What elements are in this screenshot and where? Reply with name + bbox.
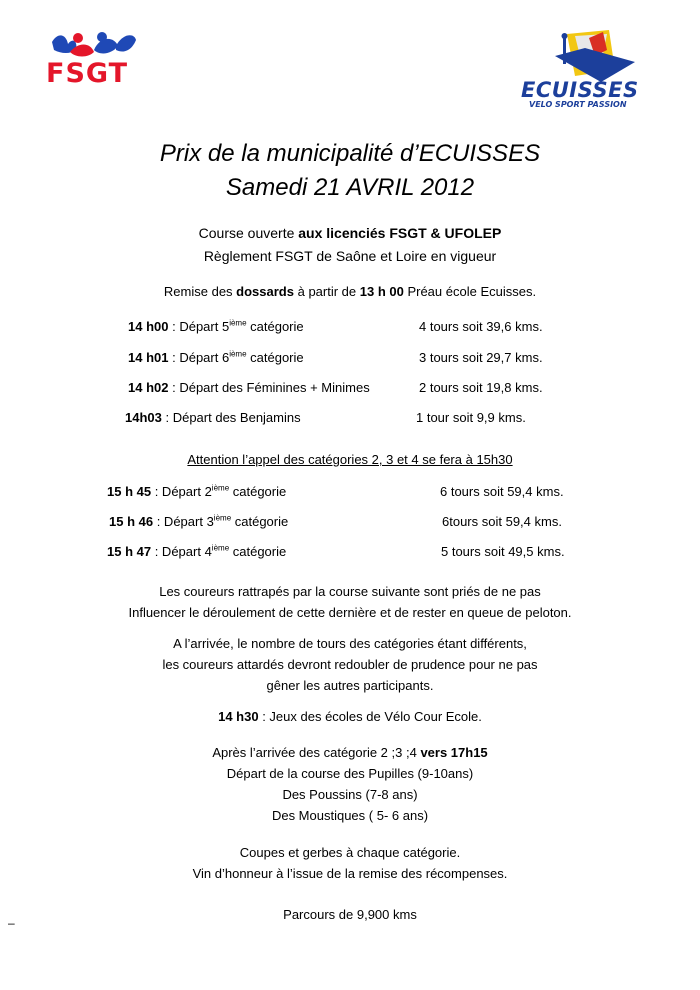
- fsgt-logo: [44, 28, 140, 92]
- pupilles-line2: Départ de la course des Pupilles (9-10ans): [226, 766, 474, 781]
- coupes-line: Coupes et gerbes à chaque catégorie.: [239, 845, 461, 860]
- fsgt-wordmark: FSGT: [46, 58, 128, 89]
- arrival-line: gêner les autres participants.: [266, 678, 434, 693]
- intro-line2: Règlement FSGT de Saône et Loire en vigueur: [203, 248, 497, 264]
- schedule-time-row: 15 h 45 : Départ 2ième catégorie: [107, 483, 287, 499]
- margin-mark: –: [8, 916, 15, 930]
- parcours-line: Parcours de 9,900 kms: [283, 907, 417, 922]
- arrival-line: A l’arrivée, le nombre de tours des catégories étant différents,: [173, 636, 527, 651]
- schedule-laps: 2 tours soit 19,8 kms.: [419, 380, 543, 395]
- schedule-laps: 1 tour soit 9,9 kms.: [416, 410, 526, 425]
- schedule-time-row: 14 h02 : Départ des Féminines + Minimes: [128, 380, 370, 395]
- schedule-laps: 6tours soit 59,4 kms.: [442, 514, 562, 529]
- coupes-line: Vin d’honneur à l’issue de la remise des récompenses.: [192, 866, 508, 881]
- ecuisses-tagline: VELO SPORT PASSION: [529, 100, 627, 109]
- pupilles-line1: Après l’arrivée des catégorie 2 ;3 ;4 vers 17h15: [212, 745, 488, 760]
- attention-notice: Attention l’appel des catégories 2, 3 et 4 se fera à 15h30: [187, 452, 513, 467]
- ecuisses-logo: [515, 26, 655, 110]
- schedule-laps: 3 tours soit 29,7 kms.: [419, 350, 543, 365]
- intro-line1: Course ouverte aux licenciés FSGT & UFOLEP: [198, 225, 502, 241]
- schedule-laps: 6 tours soit 59,4 kms.: [440, 484, 564, 499]
- dossards-line: Remise des dossards à partir de 13 h 00 Préau école Ecuisses.: [163, 284, 537, 299]
- schedule-time-row: 15 h 46 : Départ 3ième catégorie: [109, 513, 289, 529]
- arrival-line: les coureurs attardés devront redoubler de prudence pour ne pas: [162, 657, 538, 672]
- schedule-laps: 4 tours soit 39,6 kms.: [419, 319, 543, 334]
- schedule-time-row: 14 h00 : Départ 5ième catégorie: [128, 318, 304, 334]
- ecuisses-emblem-icon: [515, 26, 655, 86]
- schedule-time-row: 15 h 47 : Départ 4ième catégorie: [107, 543, 287, 559]
- rules-line: Les coureurs rattrapés par la course suivante sont priés de ne pas: [159, 584, 541, 599]
- ecuisses-wordmark: ECUISSES: [521, 78, 639, 102]
- jeux-line: 14 h30 : Jeux des écoles de Vélo Cour Ecole.: [218, 709, 482, 724]
- schedule-time-row: 14h03 : Départ des Benjamins: [125, 410, 301, 425]
- event-title: Prix de la municipalité d’ECUISSES: [159, 140, 541, 167]
- rules-line: Influencer le déroulement de cette dernière et de rester en queue de peloton.: [128, 605, 572, 620]
- event-date: Samedi 21 AVRIL 2012: [225, 174, 475, 201]
- pupilles-line4: Des Moustiques ( 5- 6 ans): [271, 808, 429, 823]
- pupilles-line3: Des Poussins (7-8 ans): [282, 787, 418, 802]
- schedule-time-row: 14 h01 : Départ 6ième catégorie: [128, 349, 304, 365]
- schedule-laps: 5 tours soit 49,5 kms.: [441, 544, 565, 559]
